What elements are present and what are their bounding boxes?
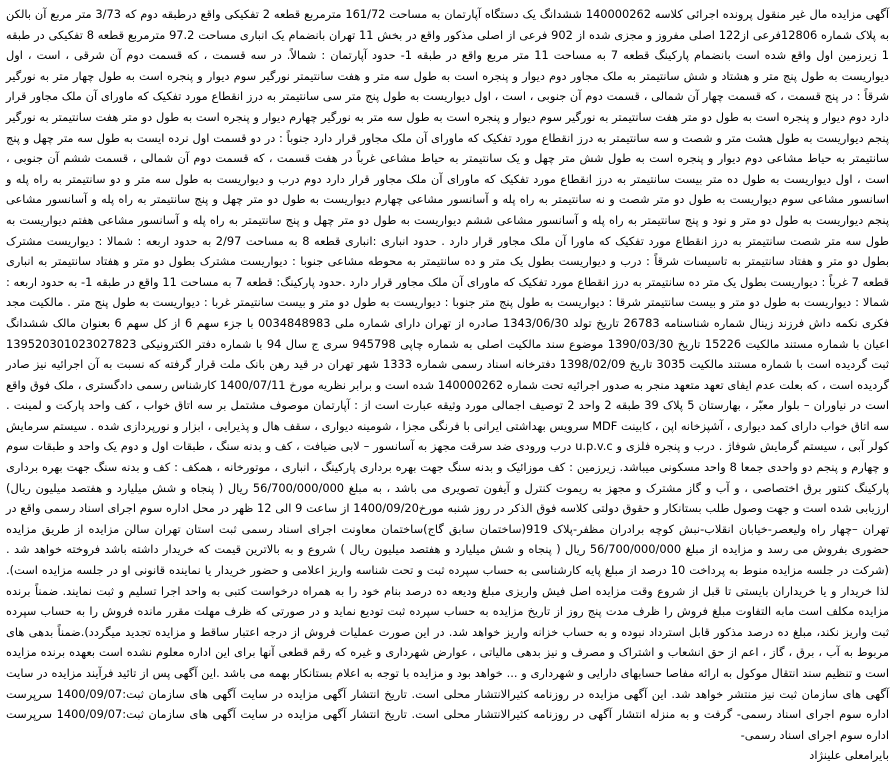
notice-signature: بایرامعلی علینژاد bbox=[809, 748, 889, 763]
notice-body: آگهی مزایده مال غیر منقول پرونده اجرائی کلاسه 140000262 ششدانگ یک دستگاه آپارتمان به مساحت 161/72 مترمربع قطعه 2 تفکیکی واقع درطبقه دوم که 3/73 متر مربع آن بالکن به پلاک شماره 12806فرعی از122 اصلی مفروز و مجزی شده از 902 فرعی از اصلی مذکور واقع در بخش 11 تهران بانضمام یک انباری مساحت 97.2 مترمربع قطعه 8 تفکیکی در طبقه 1 زیرزمین اول واقع شده است بانضمام پارکینگ قطعه 7 به مساحت 11 متر مربع واقع در طبقه 1- حدود آپارتمان : شمالاً. در سه قسمت ، که قسمت دوم آن شرقی ، است ، اول دیواریست به طول پنج متر و هشتاد و شش سانتیمتر به ملک مجاور دوم دیوار و پنجره است به طول سه متر و هفت سانتیمتر نورگیر سوم دیوار و پنجره است به طول چهار متر به نورگیر شرقاً : در پنج قسمت ، که قسمت چهار آن شمالی ، قسمت دوم آن جنوبی ، است ، اول دیواریست به طول پنج متر سی سانتیمتر به درز انقطاع مورد تفکیک که ماورای آن ملک مجاور قرار دارد دوم دیوار و پنجره است به طول دو متر هفت سانتیمتر به نورگیر سوم دیوار و پنجره است به طول سه متر به نورگیر چهارم دیوار و پنجره است به طول دو متر هفت سانتیمتر به نورگیر پنجم دیواریست به طول هشت متر و شصت و سه سانتیمتر به درز انقطاع مورد تفکیک که ماورای آن ملک مجاور قرار دارد جنوباً : در دو قسمت اول نرده ایست به طول سه متر چهل و پنج سانتیمتر به حیاط مشاعی دوم دیوار و پنجره است به طول شش متر چهل و یک سانتیمتر به حیاط مشاعی غرباً در هفت قسمت ، که قسمت دوم آن شمالی ، قسمت ششم آن جنوبی ، است ، اول دیواریست به طول ده متر بیست سانتیمتر به درز انقطاع مورد تفکیک که ماورای آن ملک مجاور قرار دارد دوم درب و دیواریست به طول سه متر و دو سانتیمتر به راه پله و اسانسور مشاعی سوم دیواریست به طول دو متر شصت و نه سانتیمتر به راه پله و آسانسور مشاعی چهارم دیواریست به طول دو متر چهل و پنج سانتیمتر به راه پله و آسانسور مشاعی پنجم دیواریست به طول دو متر و نود و پنج سانتیمتر به راه پله و آسانسور مشاعی ششم دیواریست به طول دو متر چهل و پنج سانتیمتر به راه پله و آسانسور مشاعی هفتم دیواریست به طول سه متر شصت سانتیمتر به درز انقطاع مورد تفکیک که ماورا آن ملک مجاور قرار دارد . حدود انباری :انباری قطعه 8 به مساحت 2/97 به حدود اربعه : شمالا : دیواریست مشترک بطول دو متر و هفتاد سانتیمتر به تاسیسات شرقاً : درب و دیواریست بطول یک متر و ده سانتیمتر به محوطه مشاعی جنوبا : دیواریست مشترک بطول دو متر و هفتاد سانتیمتر به انباری قطعه 7 غرباً : دیواریست بطول یک متر ده سانتیمتر به درز انقطاع مورد تفکیک که ماورای آن ملک مجاور قرار دارد .حدود پارکینگ: قطعه 7 به مساحت 11 واقع در طبقه 1- به حدود اربعه : شمالا : دیواریست به طول دو متر و بیست سانتیمتر شرقا : دیواریست به طول پنج متر جنوبا : دیواریست به طول دو متر و بیست سانتیمتر غربا : دیواریست به طول پنج متر . مالکیت مجد فکری نکمه داش فرزند زینال شماره شناسنامه 26783 تاریخ تولد 1343/06/30 صادره از تهران دارای شماره ملی 0034848983 با جزء سهم 6 از کل سهم 6 بعنوان مالک ششدانگ اعیان با شماره مستند مالکیت 15226 تاریخ 1390/03/30 موضوع سند مالکیت اصلی به شماره چاپی 945798 سری ج سال 94 با شماره دفتر الکترونیکی 139520301023027823 ثبت گردیده است با شماره مستند مالکیت 3035 تاریخ 1398/02/09 دفترخانه اسناد رسمی شماره 1333 شهر تهران در قید رهن بانک ملت قرار گرفته که نسبت به آن اجرائیه نیز صادر گردیده است ، که بعلت عدم ایفای تعهد متعهد منجر به صدور اجرائیه تحت شماره 140000262 شده است و برابر نظریه مورخ 1400/07/11 کارشناس رسمی دادگستری ، ملک فوق واقع است در نیاوران – بلوار معبّر ، بهارستان 5 پلاک 39 طبقه 2 واحد 2 توصیف اجمالی مورد وثیقه عبارت است از : آپارتمان موصوف مشتمل بر سه اتاق خواب ، کف واحد پارکت و لمینت . سه اتاق خواب دارای کمد دیواری ، آشپزخانه اپن ، کابینت MDF سرویس بهداشتی ایرانی با فرنگی مجزا ، شومینه دیواری ، سقف هال و پذیرایی ، ابزار و نورپردازی شده . سیستم سرمایش کولر آبی ، سیستم گرمایش شوفاژ . درب و پنجره فلزی و u.p.v.c درب ورودی ضد سرقت مجهز به آسانسور – لابی ضیافت ، کف و بدنه سنگ ، طبقات اول و دوم یک واحد و طبقات سوم و چهارم و پنجم دو واحدی جمعا 8 واحد مسکونی میباشد. زیرزمین : کف موزائیک و بدنه سنگ جهت بهره برداری پارکینگ ، انباری ، موتورخانه ، همکف : کف و بدنه سنگ جهت بهره برداری پارکینگ کنتور برق اختصاصی ، و آب و گاز مشترک و مجهز به ریموت کنترل و آیفون تصویری می باشد ، به مبلغ 56/700/000/000 ریال ( پنجاه و شش میلیارد و هفتصد میلیون ریال) ارزیابی شده است و جهت وصول طلب بستانکار و حقوق دولتی کلاسه فوق الذکر در روز شنبه مورخ1400/09/20 از ساعت 9 الی 12 ظهر در محل اداره سوم اجرای اسناد رسمی واقع در تهران –چهار راه ولیعصر-خیابان انقلاب-نبش کوچه برادران مظفر-پلاک 919(ساختمان سابق گاج)ساختمان معاونت اجرای اسناد رسمی ثبت استان تهران سالن مزایده از طریق مزایده حضوری بفروش می رسد و مزایده از مبلغ 56/700/000/000 ریال ( پنجاه و شش میلیارد و هفتصد میلیون ریال ) شروع و به بالاترین قیمت که خریدار داشته باشد فروخته خواهد شد . (شرکت در جلسه مزایده منوط به پرداخت 10 درصد از مبلغ پایه کارشناسی به حساب سپرده ثبت و تحت شناسه واریز اعلامی و حضور خریدار یا نماینده قانونی او در جلسه مزایده است). لذا خریدار و یا خریداران بایستی تا قبل از شروع وقت مزایده اصل فیش واریزی مبلغ ودیعه ده درصد بنام خود را به همراه درخواست کتبی به واحد اجرا تسلیم و ثبت نمایند. ضمناً برنده مزایده مکلف است مابه التفاوت مبلغ فروش را ظرف مدت پنج روز از تاریخ مزایده به حساب سپرده ثبت تودیع نماید و در صورتی که ظرف مهلت مقرر مانده فروش را به حساب سپرده ثبت واریز نکند، مبلغ ده درصد مذکور قابل استرداد نبوده و به حساب خزانه واریز خواهد شد. در این صورت عملیات فروش از درجه اعتبار ساقط و مزایده تجدید میگردد).ضمناً بدهی های مربوط به آب ، برق ، گاز ، اعم از حق انشعاب و اشتراک و مصرف و نیز بدهی مالیاتی ، عوارض شهرداری و غیره که رقم قطعی آنها برای این اداره معلوم نشده است بعهده برنده مزایده است و تنظیم سند انتقال موکول به ارائه مفاصا حسابهای دارایی و شهرداری و ... خواهد بود و مزایده با توجه به اعلام بستانکار بهمه می باشد .این آگهی پس از تائید فرآیند مزایده در سایت آگهی های سازمان ثبت نیز منتشر خواهد شد. این آگهی مزایده در روزنامه کثیرالانتشار محلی است. تاریخ انتشار آگهی مزایده در سایت آگهی های سازمان ثبت:1400/09/07 سرپرست اداره سوم اجرای اسناد رسمی- گرفت و به منزله انتشار آگهی در روزنامه کثیرالانتشار محلی است. تاریخ انتشار آگهی مزایده در سایت آگهی های سازمان ثبت:1400/09/07 سرپرست اداره سوم اجرای اسناد رسمی- bbox=[6, 7, 890, 742]
